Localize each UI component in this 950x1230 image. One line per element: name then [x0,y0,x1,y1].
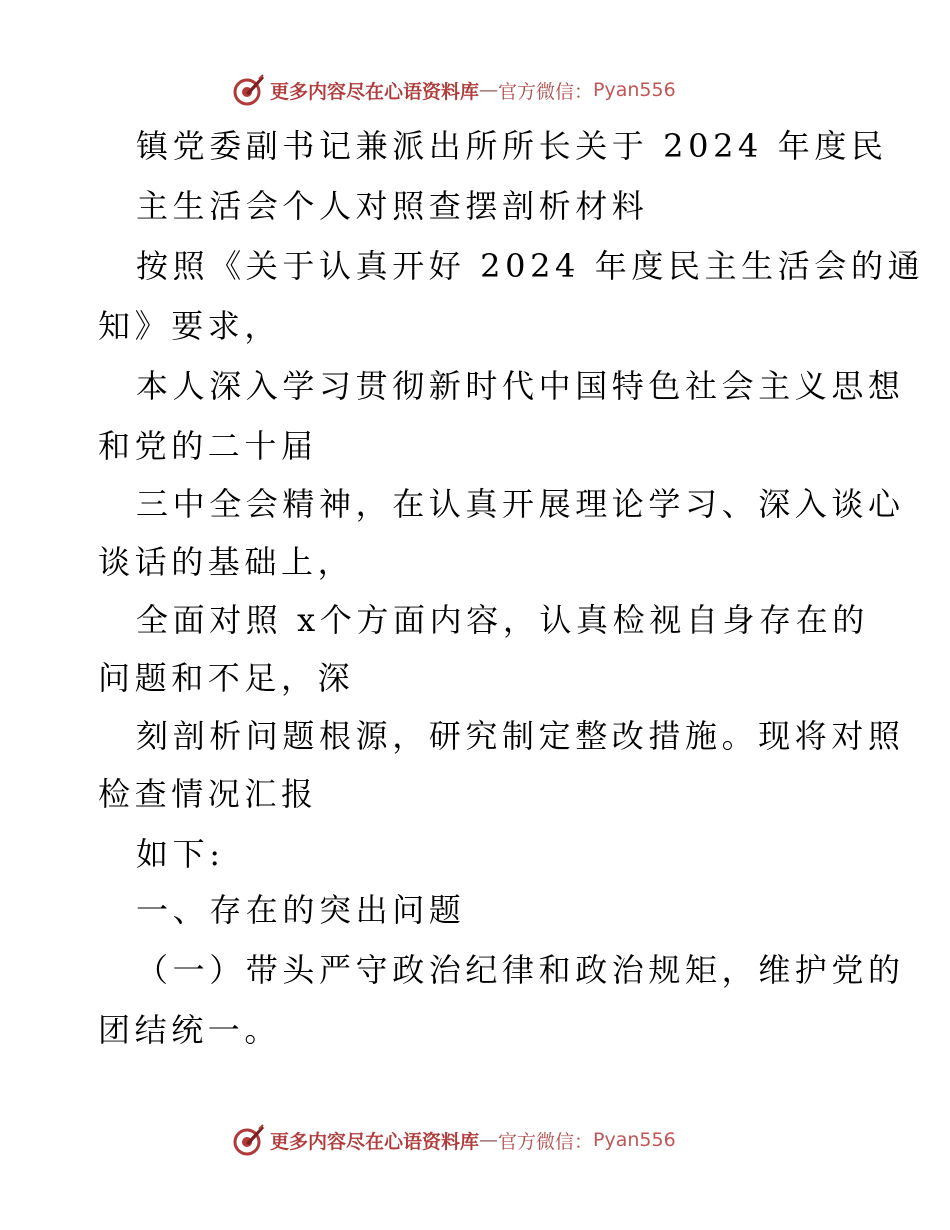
paragraph-line: 知》要求， [98,307,282,345]
watermark-main-text: 更多内容尽在心语资料库 [270,1130,480,1153]
paragraph-line: 刻剖析问题根源，研究制定整改措施。现将对照 [136,717,905,755]
watermark-wechat-id: Pyan556 [593,1129,676,1151]
watermark-wechat-label: 官方微信： [498,1130,594,1153]
paragraph-line: 问题和不足，深 [98,659,355,697]
doc-title-line-2: 主生活会个人对照查摆剖析材料 [136,187,649,225]
paragraph-line: 如下: [136,835,225,873]
paragraph-line: 全面对照 x个方面内容，认真检视自身存在的 [136,601,869,639]
section-heading: 一、存在的突出问题 [136,891,466,929]
watermark-dash: — [479,1129,499,1151]
subsection-heading-cont: 团结统一。 [98,1011,282,1049]
watermark-wechat-id: Pyan556 [593,79,676,101]
subsection-heading: （一）带头严守政治纪律和政治规矩，维护党的 [136,951,905,989]
watermark-main-text: 更多内容尽在心语资料库 [270,80,480,103]
quill-seal-icon [232,1123,266,1157]
quill-seal-icon [232,73,266,107]
header-watermark [232,70,676,110]
paragraph-line: 本人深入学习贯彻新时代中国特色社会主义思想 [136,367,905,405]
paragraph-line: 三中全会精神，在认真开展理论学习、深入谈心 [136,485,905,523]
doc-title-line-1: 镇党委副书记兼派出所所长关于 2024 年度民 [136,127,888,165]
footer-watermark [232,1120,676,1160]
paragraph-line: 按照《关于认真开好 2024 年度民主生活会的通 [136,247,925,285]
watermark-dash: — [479,79,499,101]
watermark-wechat-label: 官方微信： [498,80,594,103]
paragraph-line: 和党的二十届 [98,427,318,465]
paragraph-line: 谈话的基础上， [98,543,355,581]
paragraph-line: 检查情况汇报 [98,775,318,813]
